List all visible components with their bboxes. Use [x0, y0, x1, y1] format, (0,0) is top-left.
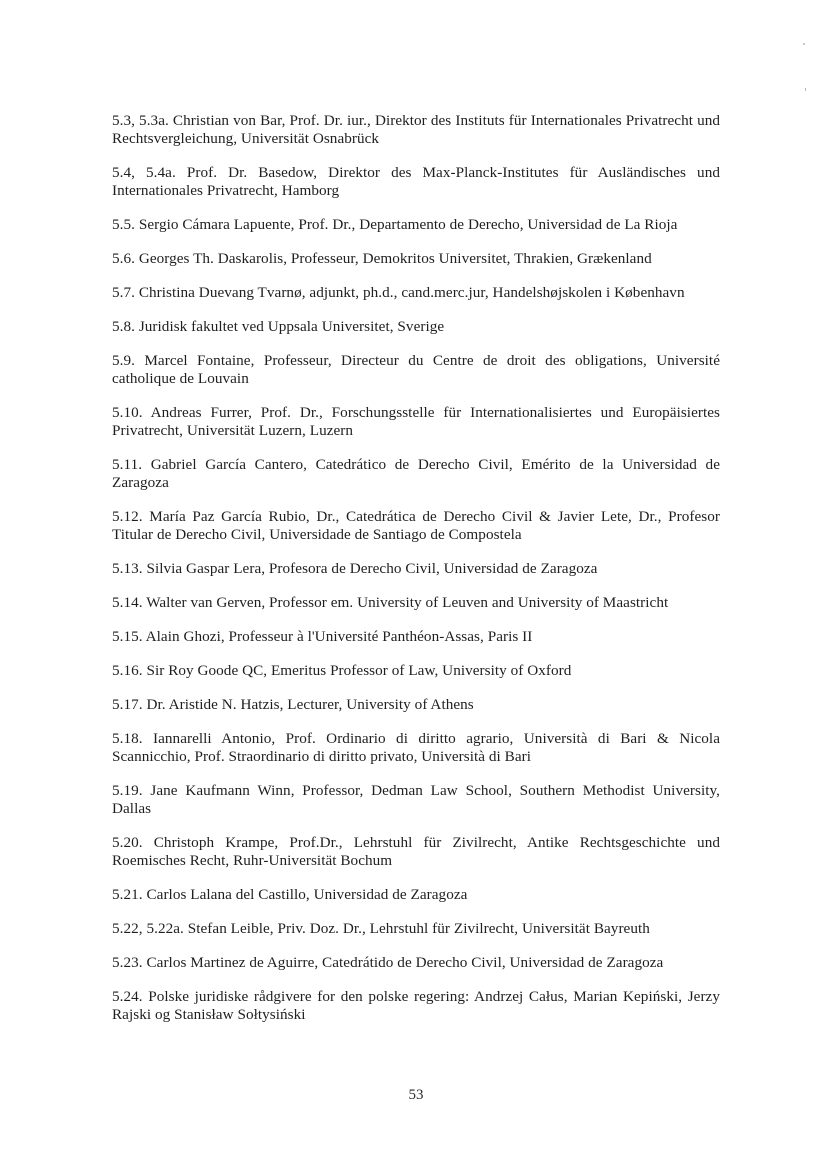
- list-item: 5.22, 5.22a. Stefan Leible, Priv. Doz. Dr., Lehrstuhl für Zivilrecht, Universität Bayreuth: [112, 920, 650, 937]
- list-item: 5.10. Andreas Furrer, Prof. Dr., Forschungsstelle für Internationalisiertes und Europäisiertes Privatrecht, Universität Luzern, Luzern: [112, 404, 720, 439]
- list-item: 5.13. Silvia Gaspar Lera, Profesora de Derecho Civil, Universidad de Zaragoza: [112, 560, 598, 577]
- list-item: 5.19. Jane Kaufmann Winn, Professor, Dedman Law School, Southern Methodist University, Dallas: [112, 782, 720, 817]
- list-item: 5.8. Juridisk fakultet ved Uppsala Universitet, Sverige: [112, 318, 445, 335]
- list-item: 5.17. Dr. Aristide N. Hatzis, Lecturer, University of Athens: [112, 696, 474, 713]
- list-item: 5.12. María Paz García Rubio, Dr., Catedrática de Derecho Civil & Javier Lete, Dr., Profesor Titular de Derecho Civil, Universidade de Santiago de Compostela: [112, 508, 720, 543]
- list-item: 5.18. Iannarelli Antonio, Prof. Ordinario di diritto agrario, Università di Bari & Nicola Scannicchio, Prof. Straordinario di diritto privato, Università di Bari: [112, 730, 720, 765]
- list-item: 5.15. Alain Ghozi, Professeur à l'Université Panthéon-Assas, Paris II: [112, 628, 533, 645]
- list-item: 5.9. Marcel Fontaine, Professeur, Directeur du Centre de droit des obligations, Université catholique de Louvain: [112, 352, 720, 387]
- list-item: 5.3, 5.3a. Christian von Bar, Prof. Dr. iur., Direktor des Instituts für Internationales Privatrecht und Rechtsvergleichung, Universität Osnabrück: [112, 112, 720, 147]
- scan-speck: [803, 43, 805, 45]
- list-item: 5.24. Polske juridiske rådgivere for den polske regering: Andrzej Całus, Marian Kepiński, Jerzy Rajski og Stanisław Sołtysiński: [112, 988, 720, 1023]
- page-number: 53: [408, 1087, 424, 1103]
- list-item: 5.6. Georges Th. Daskarolis, Professeur, Demokritos Universitet, Thrakien, Grækenland: [112, 250, 652, 267]
- list-item: 5.23. Carlos Martinez de Aguirre, Catedrátido de Derecho Civil, Universidad de Zaragoza: [112, 954, 664, 971]
- list-item: 5.11. Gabriel García Cantero, Catedrático de Derecho Civil, Emérito de la Universidad de Zaragoza: [112, 456, 720, 491]
- list-item: 5.4, 5.4a. Prof. Dr. Basedow, Direktor des Max-Planck-Institutes für Ausländisches und Internationales Privatrecht, Hamborg: [112, 164, 720, 199]
- list-item: 5.20. Christoph Krampe, Prof.Dr., Lehrstuhl für Zivilrecht, Antike Rechtsgeschichte und Roemisches Recht, Ruhr-Universität Bochum: [112, 834, 720, 869]
- list-item: 5.21. Carlos Lalana del Castillo, Universidad de Zaragoza: [112, 886, 468, 903]
- scan-speck: [805, 88, 806, 91]
- list-item: 5.7. Christina Duevang Tvarnø, adjunkt, ph.d., cand.merc.jur, Handelshøjskolen i København: [112, 284, 685, 301]
- document-page: [112, 112, 720, 1040]
- list-item: 5.5. Sergio Cámara Lapuente, Prof. Dr., Departamento de Derecho, Universidad de La Rioja: [112, 216, 678, 233]
- list-item: 5.14. Walter van Gerven, Professor em. University of Leuven and University of Maastricht: [112, 594, 669, 611]
- list-item: 5.16. Sir Roy Goode QC, Emeritus Professor of Law, University of Oxford: [112, 662, 572, 679]
